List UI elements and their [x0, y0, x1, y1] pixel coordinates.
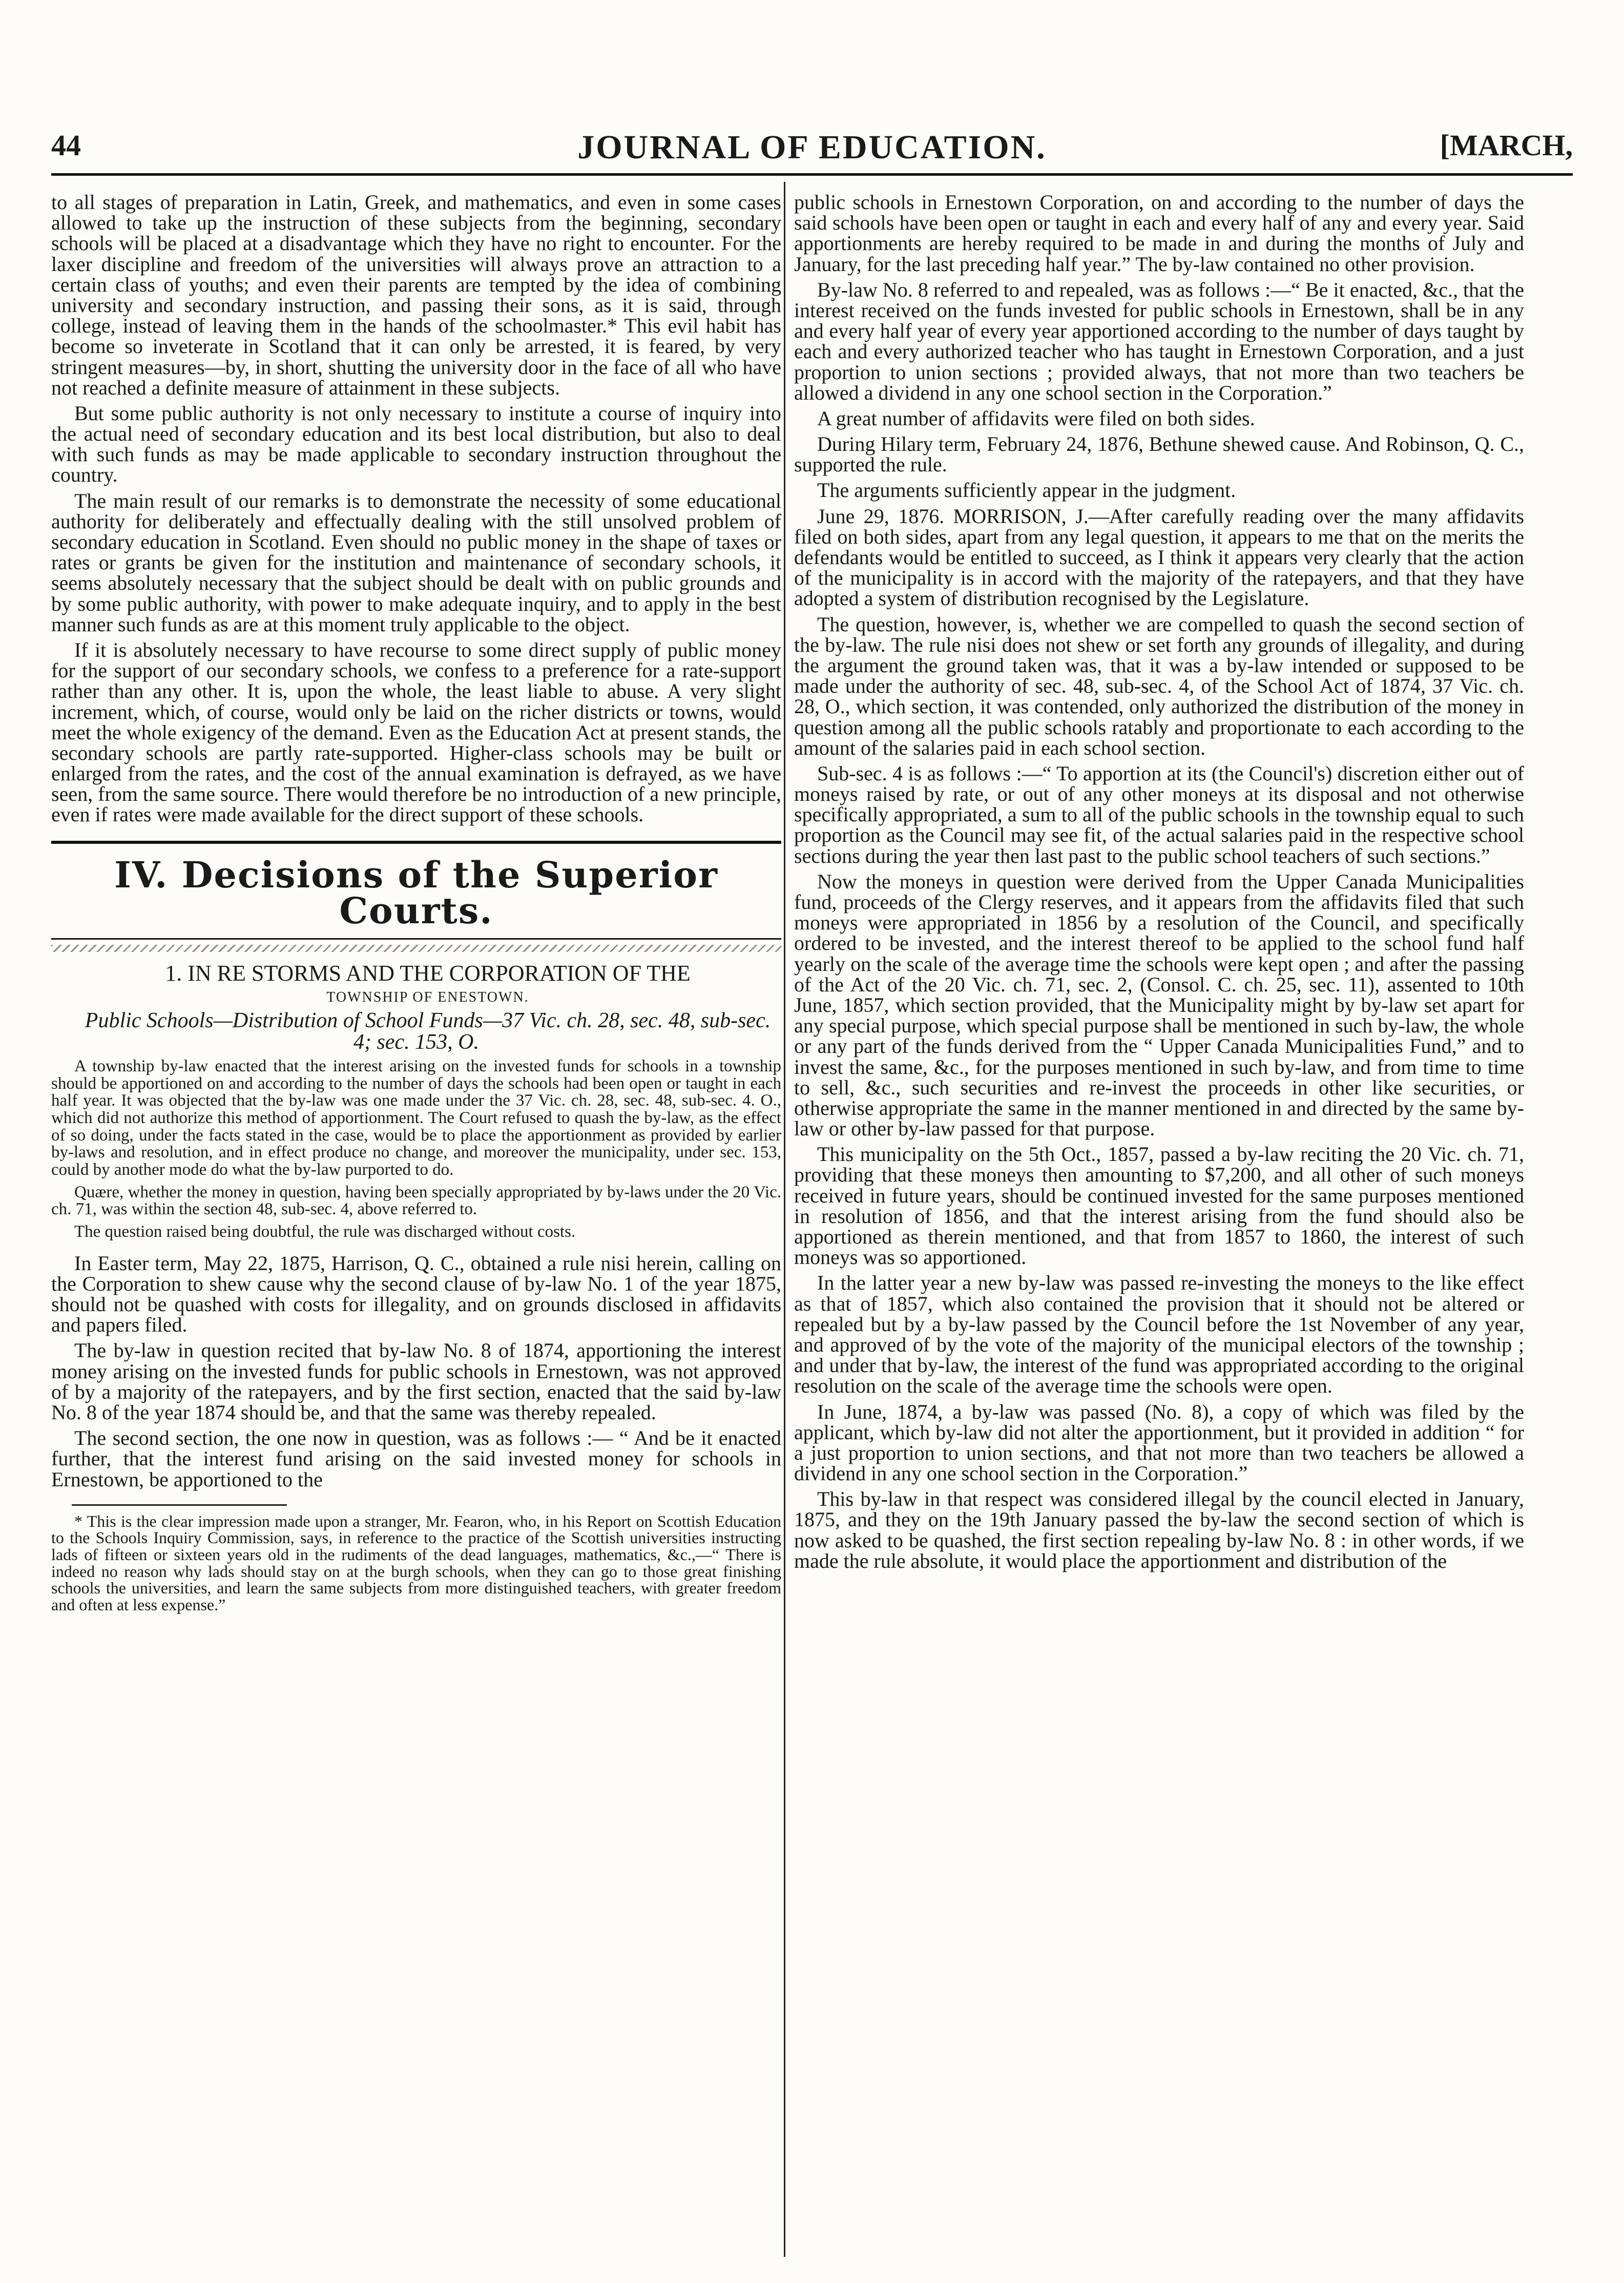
- paragraph: In the latter year a new by-law was passed re-investing the moneys to the like effect as that of 1857, which also contained the provision that it should not be altered or repealed but by a by-law passed by the Council before the 1st November of any year, and approved of by the vote of the majority of the municipal electors of the township ; and under that by-law, the interest of the fund was appropriated according to the original resolution on the scale of the average time the schools were open.: [794, 1271, 1524, 1398]
- headnote: A township by-law enacted that the interest arising on the invested funds for schools in a township should be apportioned on and according to the number of days the schools had been open or taught in each half year. It was objected that the by-law was one made under the 37 Vic. ch. 28, sec. 48, sub-sec. 4. O., which did not authorize this method of apportionment. The Court refused to quash the by-law, as the effect of so doing, under the facts stated in the case, would be to place the apportionment as provided by earlier by-laws and resolution, and in effect produce no change, and moreover the municipality, under sec. 153, could by another mode do what the by-law purported to do.: [51, 1057, 781, 1179]
- ornamental-rule: [51, 945, 781, 952]
- paragraph: During Hilary term, February 24, 1876, Bethune shewed cause. And Robinson, Q. C., supported the rule.: [794, 432, 1524, 476]
- left-column: [51, 192, 781, 2236]
- paragraph: This municipality on the 5th Oct., 1857, passed a by-law reciting the 20 Vic. ch. 71, providing that these moneys then amounting to $7,200, and all other of such moneys received in future years, should be continued invested for the same purposes mentioned in resolution of 1856, and that the interest arising from the fund should also be apportioned as therein mentioned, and that from 1857 to 1860, the interest of such moneys was so apportioned.: [794, 1143, 1524, 1269]
- paragraph: By-law No. 8 referred to and repealed, was as follows :—“ Be it enacted, &c., that the interest received on the funds invested for public schools in Ernestown, shall be in any and every half year of every year apportioned according to the number of days taught by each and every authorized teacher who has taught in Ernestown Corporation, and a just proportion to union sections ; provided always, that not more than two teachers be allowed a dividend in any one school section in the Corporation.”: [794, 278, 1524, 404]
- paragraph: A great number of affidavits were filed on both sides.: [817, 406, 1255, 430]
- paragraph: Now the moneys in question were derived from the Upper Canada Municipalities fund, proceeds of the Clergy reserves, and it appears from the affidavits filed that such moneys were appropriated in 1856 by a resolution of the Council, and specifically ordered to be invested, and the interest thereof to be applied to the school fund half yearly on the scale of the average time the schools were kept open ; and after the passing of the Act of the 20 Vic. ch. 71, sec. 2, (Consol. C. ch. 25, sec. 11), assented to 10th June, 1857, which section provided, that the Municipality might by by-law set apart for any special purpose, which special purpose shall be mentioned in such by-law, the whole or any part of the funds derived from the “ Upper Canada Municipalities Fund,” and to invest the same, &c., for the purposes mentioned in such by-law, and from time to time to sell, &c., such securities and re-invest the proceeds in other like securities, or otherwise appropriate the same in the manner mentioned in and directed by the same by-law or other by-law passed for that purpose.: [794, 869, 1524, 1140]
- paragraph: June 29, 1876. MORRISON, J.—After carefully reading over the many affidavits filed on both sides, apart from any legal question, it appears to me that on the merits the defendants would be entitled to succeed, as I think it appears very clearly that the action of the municipality is in accord with the majority of the ratepayers, and that they have adopted a system of distribution recognised by the Legislature.: [794, 504, 1524, 610]
- journal-title: JOURNAL OF EDUCATION.: [577, 129, 1047, 166]
- paragraph: In Easter term, May 22, 1875, Harrison, Q. C., obtained a rule nisi herein, calling on the Corporation to shew cause why the second clause of by-law No. 1 of the year 1875, should not be quashed with costs for illegality, and on grounds disclosed in affidavits and papers filed.: [51, 1251, 781, 1337]
- paragraph: But some public authority is not only necessary to institute a course of inquiry into the actual need of secondary education and its best local distribution, but also to deal with such funds as may be made applicable to secondary instruction throughout the country.: [51, 401, 781, 487]
- footnote-rule: [72, 1504, 287, 1506]
- paragraph: to all stages of preparation in Latin, Greek, and mathematics, and even in some cases allowed to take up the instruction of these subjects from the beginning, secondary schools will be placed at a disadvantage which they have no right to encounter. For the laxer discipline and freedom of the universities will always prove an attraction to a certain class of youths; and even their parents are tempted by the idea of combining university and secondary instruction, and passing their sons, as it is said, through college, instead of leaving them in the hands of the schoolmaster.* This evil habit has become so inveterate in Scotland that it can only be arrested, it is feared, by very stringent measures—by, in short, shutting the university door in the face of all who have not reached a definite measure of attainment in these subjects.: [51, 191, 781, 399]
- paragraph: The by-law in question recited that by-law No. 8 of 1874, apportioning the interest money arising on the invested funds for public schools in Ernestown, was not approved of by a majority of the ratepayers, and by the first section, enacted that the said by-law No. 8 of the year 1874 should be, and that the same was thereby repealed.: [51, 1339, 781, 1424]
- section-heading-box: [51, 841, 781, 940]
- paragraph: This by-law in that respect was considered illegal by the council elected in January, 1875, and they on the 19th January passed the by-law the second section of which is now asked to be quashed, the first section repealing by-law No. 8 : in other words, if we made the rule absolute, it would place the apportionment and distribution of the: [794, 1487, 1524, 1572]
- case-citation: Public Schools—Distribution of School Funds—37 Vic. ch. 28, sec. 48, sub-sec. 4; sec. 153, O.: [85, 1008, 771, 1054]
- case-subtitle: TOWNSHIP OF ENESTOWN.: [326, 989, 529, 1005]
- paragraph: Sub-sec. 4 is as follows :—“ To apportion at its (the Council's) discretion either out of moneys raised by rate, or out of any other moneys at its disposal and not otherwise specifically appropriated, a sum to all of the public schools in the township equal to such proportion as the Council may see fit, of the actual salaries paid in the respective school sections during the year then last past to the public school teachers of such sections.”: [794, 761, 1524, 867]
- paragraph: The question, however, is, whether we are compelled to quash the second section of the by-law. The rule nisi does not shew or set forth any grounds of illegality, and during the argument the ground taken was, that it was a by-law intended or supposed to be made under the authority of sec. 48, sub-sec. 4, of the School Act of 1874, 37 Vic. ch. 28, O., which section, it was contended, only authorized the distribution of the money in question among all the public schools ratably and proportionate to each according to the amount of the salaries paid in each school section.: [794, 612, 1524, 759]
- case-title: 1. IN RE STORMS AND THE CORPORATION OF THE: [165, 961, 691, 986]
- header-rule: [51, 173, 1573, 176]
- running-month: [MARCH,: [1440, 129, 1573, 162]
- column-divider: [784, 182, 785, 2257]
- paragraph: The second section, the one now in question, was as follows :— “ And be it enacted further, that the interest fund arising on the said invested money for schools in Ernestown, be apportioned to the: [51, 1426, 781, 1491]
- paragraph: public schools in Ernestown Corporation, on and according to the number of days the said schools have been open or taught in each and every half of any and every year. Said apportionments are hereby required to be made in and during the months of July and January, for the last preceding half year.” The by-law contained no other provision.: [794, 191, 1524, 276]
- footnote: * This is the clear impression made upon a stranger, Mr. Fearon, who, in his Report on Scottish Education to the Schools Inquiry Commission, says, in reference to the practice of the Scottish universities instructing lads of fifteen or sixteen years old in the rudiments of the dead languages, mathematics, &c.,—“ There is indeed no reason why lads should stay on at the burgh schools, when they can go to those great finishing schools the universities, and learn the same subjects from more distinguished teachers, with greater freedom and often at less expense.”: [51, 1511, 781, 1614]
- headnote: Quære, whether the money in question, having been specially appropriated by by-laws under the 20 Vic. ch. 71, was within the section 48, sub-sec. 4, above referred to.: [51, 1182, 781, 1219]
- paragraph: If it is absolutely necessary to have recourse to some direct supply of public money for the support of our secondary schools, we confess to a preference for a rate-support rather than any other. It is, upon the whole, the least liable to abuse. A very slight increment, which, of course, would only be laid on the richer districts or towns, would meet the whole exigency of the demand. Even as the Education Act at present stands, the secondary schools are partly rate-supported. Higher-class schools may be built or enlarged from the rates, and the cost of the annual examination is defrayed, as we have seen, from the same source. There would therefore be no introduction of a new principle, even if rates were made available for the direct support of these schools.: [51, 638, 781, 826]
- paragraph: In June, 1874, a by-law was passed (No. 8), a copy of which was filed by the applicant, which by-law did not alter the apportionment, but it provided in addition “ for a just proportion to union sections, and that not more than two teachers be allowed a dividend in any one school section in the Corporation.”: [794, 1400, 1524, 1485]
- paragraph: The arguments sufficiently appear in the judgment.: [817, 479, 1236, 502]
- page-number: 44: [51, 129, 81, 162]
- right-column: [794, 192, 1524, 2247]
- section-title: IV. Decisions of the Superior Courts.: [114, 853, 718, 932]
- paragraph: The main result of our remarks is to demonstrate the necessity of some educational authority for deliberately and effectually dealing with the still unsolved problem of secondary education in Scotland. Even should no public money in the shape of taxes or rates or grants be given for the institution and maintenance of secondary schools, it seems absolutely necessary that the subject should be dealt with on public grounds and by some public authority, with power to make adequate inquiry, and to apply in the best manner such funds as are at this moment truly applicable to the object.: [51, 489, 781, 636]
- headnote: The question raised being doubtful, the rule was discharged without costs.: [74, 1222, 576, 1241]
